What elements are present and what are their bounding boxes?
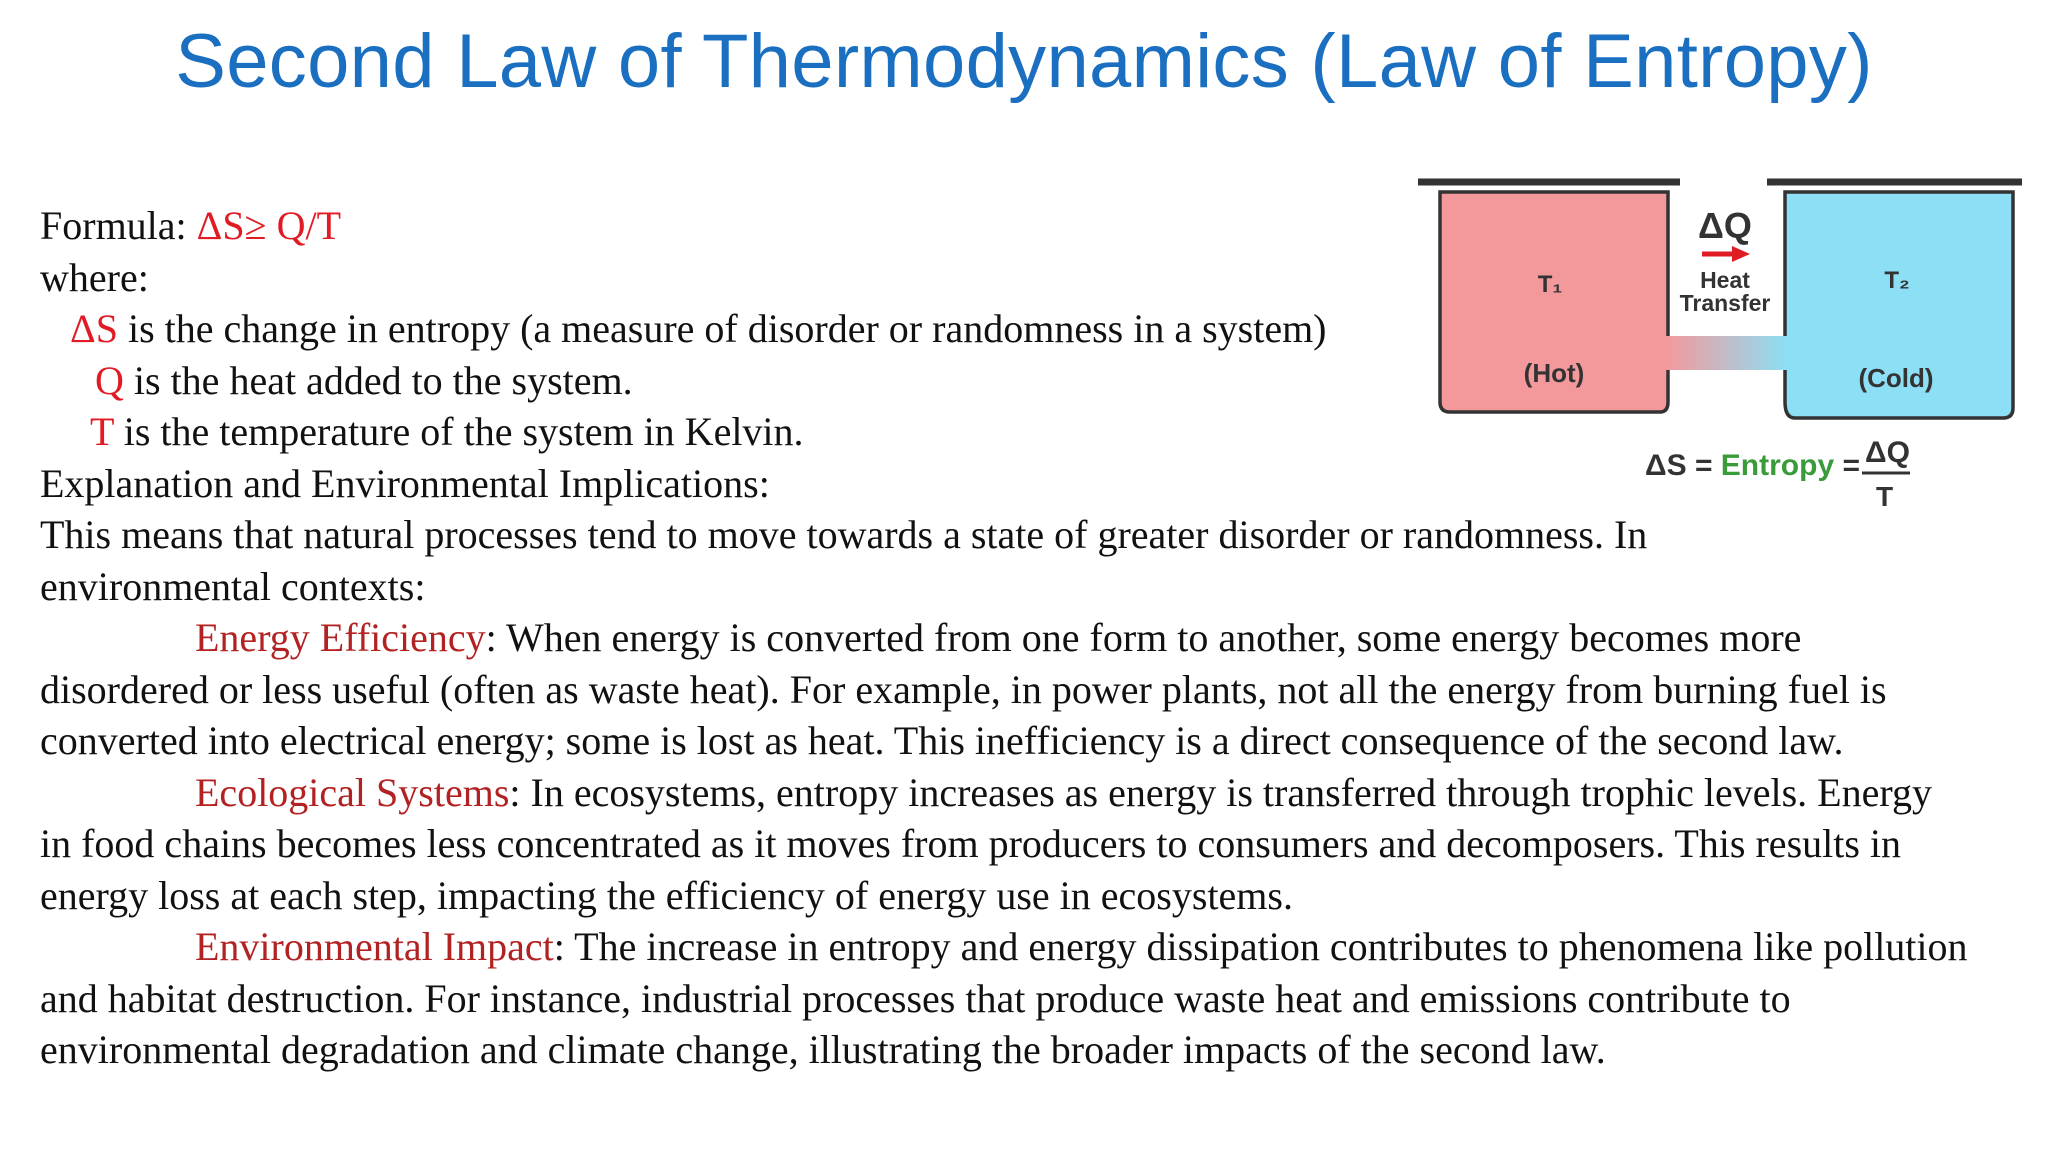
delta-q-label: ΔQ [1698,205,1752,246]
equation-equals: = [1834,449,1860,482]
point-term: Environmental Impact [195,924,554,969]
point-text: : When energy is converted from one form to another, some energy becomes more disordered or less useful (often as waste heat). For example, in power plants, not all the energy from burning fuel is converted into electrical energy; some is lost as heat. This inefficiency is a direct consequence of the second law. [40,615,1887,763]
definition-symbol: ΔS [70,306,118,351]
hot-temperature-label: T₁ [1537,271,1563,298]
slide-title: Second Law of Thermodynamics (Law of Entropy) [175,19,1873,104]
heat-transfer-label-line1: Heat [1700,267,1750,293]
equation-numerator: ΔQ [1865,436,1910,469]
cold-temperature-label: T₂ [1884,267,1910,294]
explanation-heading: Explanation and Environmental Implications: [40,460,770,506]
definition-text: is the heat added to the system. [123,357,633,403]
point-text: : In ecosystems, entropy increases as energy is transferred through trophic levels. Energy in food chains becomes less concentrated as it moves from producers to consumers and decomposers. This results in energy loss at each step, impacting the efficiency of energy use in ecosystems. [40,769,1932,918]
arrow-right-icon [1732,246,1750,262]
point-text: : The increase in entropy and energy dissipation contributes to phenomena like pollution and habitat destruction. For instance, industrial processes that produce waste heat and emissions contribute to environmental degradation and climate change, illustrating the broader impacts of the second law. [40,924,1968,1072]
entropy-equation [1645,449,1860,482]
point-energy-efficiency [40,612,1955,767]
hot-label: (Hot) [1523,358,1585,388]
heat-transfer-diagram [1410,170,2030,530]
definition-symbol: T [90,409,114,454]
equation-denominator: T [1876,481,1894,512]
point-term: Energy Efficiency [195,615,486,660]
equation-entropy-word: Entropy [1720,449,1835,482]
heat-transfer-svg [1410,170,2030,530]
formula-value: ΔS≥ Q/T [196,203,342,248]
heat-pipe [1666,336,1787,370]
heat-transfer-label-line2: Transfer [1679,290,1771,316]
point-term: Ecological Systems [195,769,510,815]
definition-symbol: Q [95,357,124,403]
intro-paragraph: This means that natural processes tend to move towards a state of greater disorder or randomness. In environmental contexts: [40,512,1648,609]
cold-label: (Cold) [1858,363,1934,393]
definition-text: is the temperature of the system in Kelvin. [113,409,804,454]
formula-label: Formula: [40,203,197,248]
point-environmental-impact [40,921,2010,1076]
where-label: where: [40,254,149,300]
definition-text: is the change in entropy (a measure of disorder or randomness in a system) [117,306,1327,351]
point-ecological-systems [40,767,1965,922]
equation-left: ΔS = [1645,449,1721,482]
